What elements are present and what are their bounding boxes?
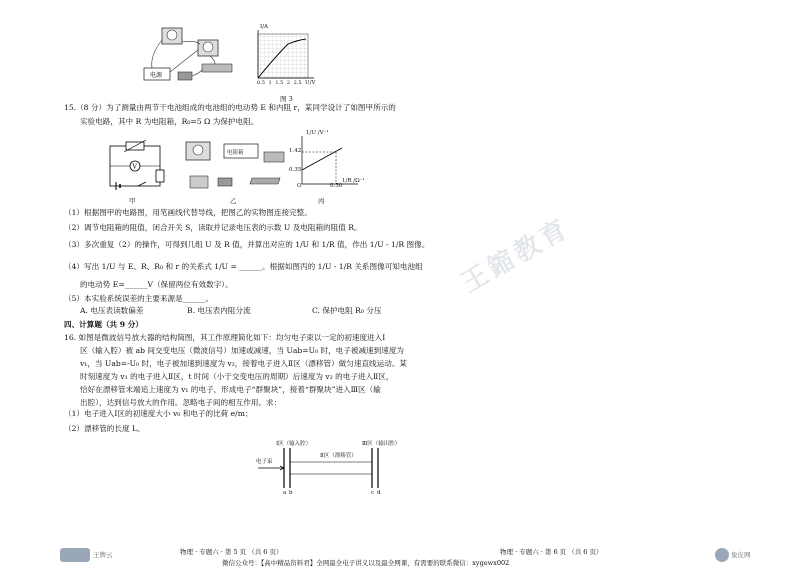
footer: [0, 540, 800, 569]
fig-label-jia: 甲: [129, 197, 136, 205]
x-tick: 1.5: [275, 80, 284, 86]
q16-line-2: 区（输入腔）被 ab 间交变电压（微波信号）加速或减速，当 Uab=U₀ 时，电子被减速到速度为: [80, 346, 405, 355]
q15-line1: 15.（8 分）为了测量由两节干电池组成的电池组的电动势 E 和内阻 r，某同学设计了如图甲所示的: [64, 103, 396, 112]
bing-x-val: 0.50: [330, 183, 343, 189]
q15-item-4b: 的电动势 E=______V（保留两位有效数字）。: [80, 280, 233, 289]
q16-line-6: 出腔），达到信号放大的作用。忽略电子间的相互作用。求：: [80, 398, 282, 407]
q16-sub-2: （2）漂移管的长度 L。: [64, 424, 145, 433]
q16-line-5: 恰好在漂移管末端追上速度为 v₁ 的电子，形成电子“群聚块”，接着“群聚块”进入Ⅲ区（输: [80, 385, 381, 394]
left-logo-text: 王牌云: [93, 551, 113, 559]
q15-item-2: （2）调节电阻箱的阻值，闭合开关 S，读取并记录电压表的示数 U 及电阻箱的阻值 R。: [64, 223, 362, 232]
x-tick: 2: [286, 80, 291, 86]
q16-line-3: v₁，当 Uab=-U₀ 时，电子被加速到速度为 v₂，接着电子进入Ⅱ区（漂移管）做匀速直线运动。某: [80, 359, 408, 368]
plate-c: c: [371, 490, 375, 496]
figure3-caption: 图 3: [280, 95, 293, 103]
wechat-notice: 微信公众号：【高中精品资料君】全网最全电子讲义以及最全网课，有需要的联系微信：xygewx002: [222, 559, 510, 567]
plate-d: d: [377, 490, 381, 496]
bing-y-val1: 1.42: [289, 148, 302, 154]
left-logo: [60, 548, 90, 562]
q15-option-a: A. 电压表读数偏差: [80, 306, 144, 315]
x-tick: 2.5: [293, 80, 302, 86]
resistance-box-label: 电阻箱: [227, 150, 244, 156]
q15-item-1: （1）根据图甲的电路图，用笔画线代替导线，把图乙的实物图连接完整。: [64, 208, 312, 217]
q15-item-5: （5）本实验系统误差的主要来源是______。: [64, 294, 214, 303]
power-supply-label: 电源: [150, 72, 163, 79]
right-logo: [715, 548, 729, 562]
q16-line-4: 时刻速度为 v₁ 的电子进入Ⅱ区，t 时间（小于交变电压的周期）后速度为 v₂ 的电子进入Ⅱ区，: [80, 372, 394, 381]
bing-origin: O: [297, 183, 302, 189]
bing-y-label: 1/U /V⁻¹: [306, 130, 329, 136]
zone2-label: Ⅱ区（漂移管）: [320, 453, 357, 459]
page-5-label: 物理 · 专题六 · 第 5 页 （共 6 页）: [180, 548, 283, 556]
plate-b: b: [289, 490, 293, 496]
apparatus-illustration: [140, 20, 240, 90]
x-tick: 0.5: [257, 80, 265, 86]
plate-a: a: [283, 490, 287, 496]
bing-x-label: 1/R /Ω⁻¹: [342, 178, 365, 184]
q15-item-4: （4）写出 1/U 与 E、R、R₀ 和 r 的关系式 1/U = ______。根据如图丙的 1/U - 1/R 关系图像可知电池组: [64, 262, 423, 271]
svg-text:V: V: [132, 163, 137, 171]
circuit-diagram-jia: [104, 140, 166, 192]
q15-item-3: （3）多次重复（2）的操作，可得到几组 U 及 R 值，并算出对应的 1/U 和 1/R 值，作出 1/U - 1/R 图像。: [64, 240, 430, 249]
q16-sub-1: （1）电子进入Ⅰ区的初速度大小 v₀ 和电子的比荷 e/m；: [64, 409, 253, 418]
section-heading: 四、计算题（共 9 分）: [64, 320, 143, 329]
q16-line-1: 16. 如图是微波信号放大器的结构简图，其工作原理简化如下：均匀电子束以一定的初速度进入Ⅰ: [64, 333, 386, 342]
x-tick: 1: [268, 80, 272, 86]
page-6-label: 物理 · 专题六 · 第 6 页 （共 6 页）: [500, 548, 603, 556]
figure3-x-ticks: [257, 80, 302, 86]
beam-label: 电子束: [256, 459, 273, 465]
bing-y-val2: 0.35: [289, 167, 302, 173]
zone3-label: Ⅲ区（输出腔）: [362, 441, 401, 447]
figure3-apparatus: [140, 20, 240, 90]
q15-option-c: C. 保护电阻 R₀ 分压: [312, 306, 382, 315]
figure3-y-unit: I/A: [260, 24, 268, 30]
fig-label-bing: 丙: [318, 197, 325, 205]
q15-line2: 实验电路，其中 R 为电阻箱，R₀=5 Ω 为保护电阻。: [80, 117, 259, 126]
fig-label-yi: 乙: [230, 197, 237, 205]
right-logo-text: 象皮网: [731, 551, 751, 559]
watermark: 王鏥教育: [456, 212, 576, 299]
zone1-label: Ⅰ区（输入腔）: [276, 441, 312, 447]
q15-option-b: B. 电压表内阻分流: [187, 306, 251, 315]
apparatus-yi: [180, 138, 290, 194]
figure3-x-unit: U/V: [305, 80, 316, 86]
